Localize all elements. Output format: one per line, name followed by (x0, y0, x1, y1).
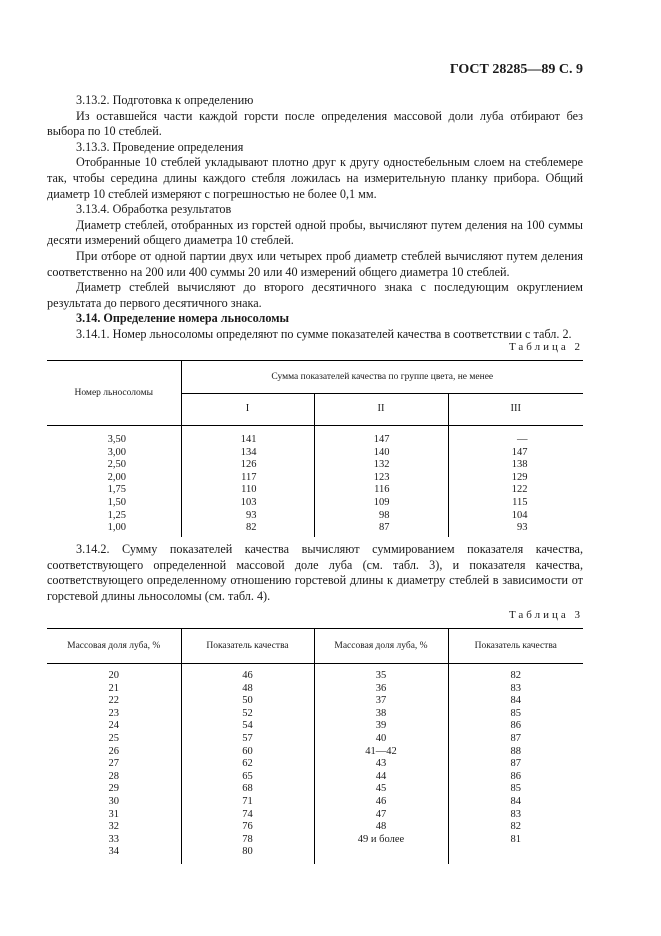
table-2-header-group-1: I (181, 394, 314, 426)
table-2-cell (47, 426, 181, 537)
table-3-cell (47, 664, 181, 865)
table-3-caption: Таблица 3 (508, 609, 583, 621)
clause-3-14-2-text: 3.14.2. Сумму показателей качества вычисляют суммированием показателя качества, соответствующего определенной массовой доле луба (см. табл. 3), и показателя качества, соответствующего определенному отношению горстевой длины к диаметру стеблей в зависимости от горстевой длины льносоломы (см. табл. 4). (47, 542, 583, 603)
table-3-cell (448, 664, 583, 865)
table-3 (47, 628, 583, 864)
text-block-upper (47, 93, 583, 343)
table-3-right-index-values: 82 83 84 85 86 87 88 87 86 85 84 83 82 81 (510, 670, 521, 845)
table-3-cell (181, 664, 314, 865)
clause-3-13-4-text-2: При отборе от одной партии двух или четырех проб диаметр стеблей вычисляют путем деления соответственно на 200 или 400 суммы 20 или 40 измерений общего диаметра 10 стеблей. (47, 248, 583, 279)
table-2-group-1-values: 141 134 126 117 110 103 93 82 (240, 434, 257, 534)
table-3-header-share-right: Массовая доля луба, % (314, 629, 448, 664)
table-2 (47, 360, 583, 537)
clause-3-14-1-text: 3.14.1. Номер льносоломы определяют по сумме показателей качества в соответствии с табл. 2. (76, 326, 572, 341)
clause-3-13-4-text-1: Диаметр стеблей, отобранных из горстей одной пробы, вычисляют путем деления на 100 суммы десяти измерений общего диаметра 10 стеблей. (47, 217, 583, 248)
clause-3-14-title: 3.14. Определение номера льносоломы (76, 311, 290, 326)
page-header: ГОСТ 28285—89 С. 9 (449, 62, 583, 77)
table-2-cell (314, 426, 448, 537)
table-2-header-number: Номер льносоломы (47, 361, 181, 426)
table-2-caption: Таблица 2 (508, 341, 583, 353)
clause-3-13-4-title: 3.13.4. Обработка результатов (76, 202, 232, 217)
table-2-header-sum: Сумма показателей качества по группе цвета, не менее (181, 361, 583, 394)
clause-3-13-3-title: 3.13.3. Проведение определения (76, 139, 244, 154)
table-3-cell (314, 664, 448, 865)
clause-3-13-2-text: Из оставшейся части каждой горсти после определения массовой доли луба отбирают без выбора по 10 стеблей. (47, 108, 583, 139)
clause-3-13-3-text: Отобранные 10 стеблей укладывают плотно друг к другу одностебельным слоем на стеблемере так, чтобы середина длины каждого стебля ложилась на измерительную планку прибора. Общий диаметр 10 стеблей измеряют с погрешностью не более 0,1 мм. (47, 155, 583, 201)
table-2-cell (181, 426, 314, 537)
table-2-group-2-values: 147 140 132 123 116 109 98 87 (373, 434, 390, 534)
table-2-number-values: 3,50 3,00 2,50 2,00 1,75 1,50 1,25 1,00 (107, 434, 126, 534)
table-2-cell (448, 426, 583, 537)
table-3-header-index-left: Показатель качества (181, 629, 314, 664)
table-2-header-group-2: II (314, 394, 448, 426)
table-3-header-index-right: Показатель качества (448, 629, 583, 664)
table-2-header-group-3: III (448, 394, 583, 426)
table-3-header-share-left: Массовая доля луба, % (47, 629, 181, 664)
clause-3-13-4-text-3: Диаметр стеблей вычисляют до второго десятичного знака с последующим округлением результата до первого десятичного знака. (47, 280, 583, 310)
table-3-left-share-values: 20 21 22 23 24 25 26 27 28 29 30 31 32 33 34 (108, 670, 119, 858)
table-2-group-3-values: — 147 138 129 122 115 104 93 (511, 434, 528, 534)
text-block-lower (47, 542, 583, 604)
table-3-left-index-values: 46 48 50 52 54 57 60 62 65 68 71 74 76 78 80 (242, 670, 253, 858)
table-3-right-share-values: 35 36 37 38 39 40 41—42 43 44 45 46 47 48 49 и более (357, 670, 405, 845)
clause-3-13-2-title: 3.13.2. Подготовка к определению (76, 93, 254, 107)
